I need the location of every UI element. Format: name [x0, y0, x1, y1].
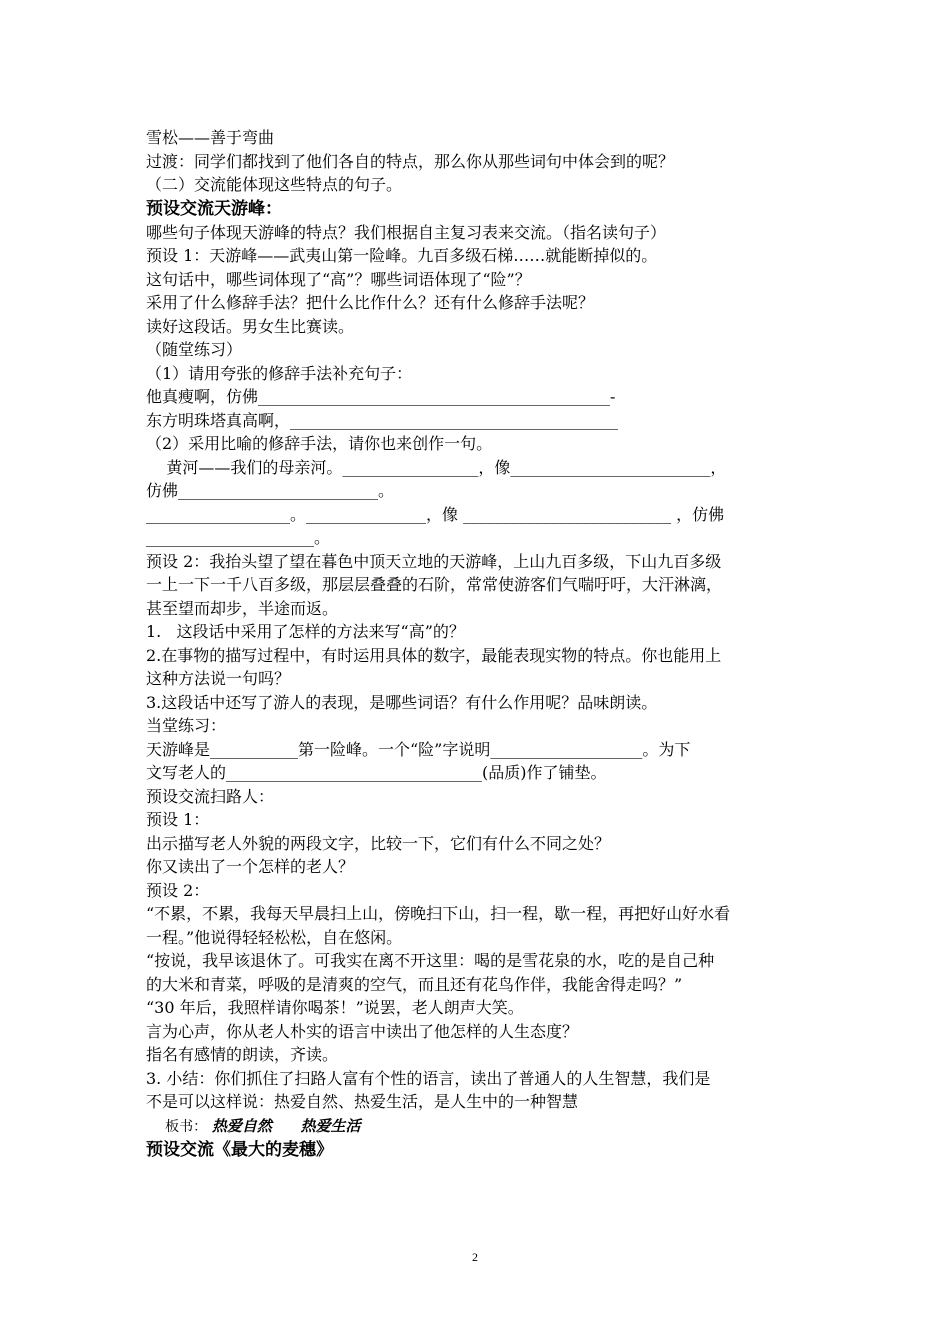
- text-line: 一上一下一千八百多级，那层层叠叠的石阶，常常使游客们气喘吁吁，大汗淋漓，: [146, 575, 723, 594]
- summary-line: 不是可以这样说：热爱自然、热爱生活，是人生中的一种智慧: [146, 1092, 579, 1111]
- section-heading: 预设交流天游峰：: [146, 198, 282, 219]
- text-line: 出示描写老人外貌的两段文字，比较一下，它们有什么不同之处？: [146, 833, 611, 853]
- quote-line: “按说，我早该退休了。可我实在离不开这里：喝的是雪花泉的水，吃的是自己种: [146, 951, 715, 970]
- text-line: （二）交流能体现这些特点的句子。: [146, 175, 403, 194]
- text-line: 当堂练习：: [146, 716, 227, 735]
- fill-blank-line: 天游峰是___________第一险峰。一个“险”字说明___________________。为下: [146, 739, 691, 759]
- board-label: 板书：: [165, 1118, 208, 1135]
- quote-line: “30 年后，我照样请你喝茶！”说罢，老人朗声大笑。: [146, 998, 524, 1017]
- text-line: 甚至望而却步，半途而返。: [146, 598, 339, 618]
- text-line: 预设 1：天游峰——武夷山第一险峰。九百多级石梯……就能断掉似的。: [146, 246, 658, 265]
- quote-line: 一程。”他说得轻轻松松，自在悠闲。: [146, 927, 403, 947]
- page-number: 2: [472, 1250, 478, 1264]
- text-line: 预设 2：: [146, 880, 210, 900]
- summary-line: 3. 小结：你们抓住了扫路人富有个性的语言，读出了普通人的人生智慧，我们是: [146, 1068, 711, 1088]
- question-line: 这种方法说一句吗？: [146, 669, 291, 688]
- question-line: 1. 这段话中采用了怎样的方法来写“高”的？: [146, 622, 465, 641]
- text-line: 采用了什么修辞手法？把什么比作什么？还有什么修辞手法呢？: [146, 293, 595, 312]
- text-line: 这句话中，哪些词体现了“高”？哪些词语体现了“险”？: [146, 269, 531, 289]
- fill-blank-line: _____________________。: [146, 528, 331, 547]
- section-heading: 预设交流《最大的麦穗》: [146, 1139, 333, 1160]
- text-line: 你又读出了一个怎样的老人？: [146, 857, 355, 876]
- board-item: 热爱生活: [300, 1116, 361, 1135]
- text-line: 过渡：同学们都找到了他们各自的特点，那么你从那些词句中体会到的呢？: [146, 151, 675, 171]
- question-line: 2.在事物的描写过程中，有时运用具体的数字，最能表现实物的特点。你也能用上: [146, 645, 722, 665]
- fill-blank-line: __________________。_______________，像 __________________________ ，仿佛: [146, 504, 725, 524]
- board-item: 热爱自然: [211, 1116, 272, 1135]
- fill-blank-line: 东方明珠塔真高啊，_________________________________________: [146, 410, 619, 430]
- text-line: 指名有感情的朗读，齐读。: [146, 1045, 339, 1064]
- quote-line: “不累，不累，我每天早晨扫上山，傍晚扫下山，扫一程，歇一程，再把好山好水看: [146, 904, 731, 923]
- fill-blank-line: 黄河——我们的母亲河。_________________，像_________________________，: [146, 457, 727, 477]
- text-line: 读好这段话。男女生比赛读。: [146, 316, 355, 336]
- text-line: 预设 1：: [146, 810, 210, 829]
- question-line: 3.这段话中还写了游人的表现，是哪些词语？有什么作用呢？品味朗读。: [146, 692, 658, 712]
- text-line: 言为心声，你从老人朴实的语言中读出了他怎样的人生态度？: [146, 1021, 579, 1041]
- fill-blank-line: 他真瘦啊，仿佛____________________________________________-: [146, 387, 616, 406]
- text-line: （2）采用比喻的修辞手法，请你也来创作一句。: [146, 434, 493, 453]
- quote-line: 的大米和青菜，呼吸的是清爽的空气，而且还有花鸟作伴，我能舍得走吗？”: [146, 974, 683, 994]
- text-line: 预设交流扫路人：: [146, 786, 275, 806]
- fill-blank-line: 仿佛_________________________。: [146, 481, 395, 500]
- text-line: （1）请用夸张的修辞手法补充句子：: [146, 363, 413, 383]
- document-body: [146, 126, 811, 1162]
- text-line: 哪些句子体现天游峰的特点？我们根据自主复习表来交流。（指名读句子）: [146, 222, 667, 242]
- blackboard-note: [146, 1114, 811, 1138]
- text-line: 雪松——善于弯曲: [146, 128, 275, 147]
- text-line: （随堂练习）: [146, 340, 243, 359]
- text-line: 预设 2：我抬头望了望在暮色中顶天立地的天游峰，上山九百多级，下山九百多级: [146, 551, 722, 571]
- fill-blank-line: 文写老人的________________________________(品质)作了铺垫。: [146, 763, 607, 782]
